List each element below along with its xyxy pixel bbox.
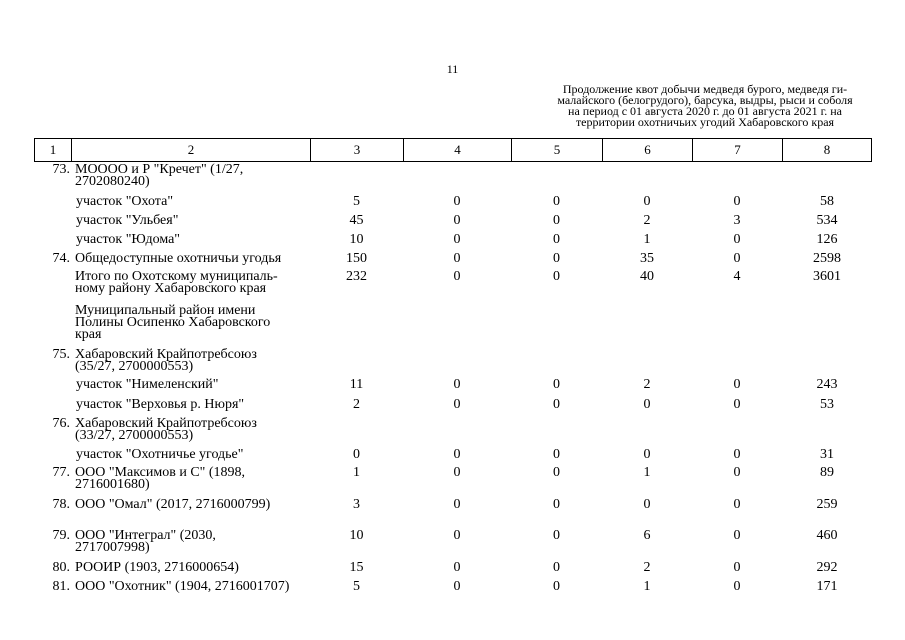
row-name: участок "Юдома"	[76, 232, 181, 247]
cell-col-8: 243	[816, 377, 838, 392]
row-name-line: 2702080240)	[75, 174, 150, 189]
row-name-line: 2717007998)	[75, 540, 150, 555]
row-name-line: Хабаровский Крайпотребсоюз	[75, 347, 257, 362]
caption-line: Продолжение квот добычи медведя бурого, медведя ги-	[562, 82, 848, 96]
row-number: 76.	[52, 416, 70, 431]
row-number: 73.	[52, 162, 70, 177]
cell-col-3: 232	[346, 269, 367, 284]
cell-col-5: 0	[553, 465, 560, 480]
row-name-line: ООО "Максимов и С" (1898,	[75, 465, 246, 480]
cell-col-3: 10	[349, 528, 364, 543]
row-number: 74.	[52, 251, 70, 266]
cell-col-8: 3601	[813, 269, 841, 284]
row-name: участок "Нимеленский"	[76, 377, 219, 392]
row-name-line: (35/27, 2700000553)	[75, 359, 194, 374]
row-name-line: Хабаровский Крайпотребсоюз	[75, 416, 257, 431]
cell-col-6: 0	[643, 397, 651, 412]
cell-col-4: 0	[453, 497, 461, 512]
table-header	[34, 138, 872, 162]
cell-col-3: 2	[353, 397, 360, 412]
cell-col-5: 0	[553, 528, 560, 543]
cell-col-6: 2	[643, 213, 651, 228]
row-name: участок "Верховья р. Нюря"	[76, 397, 245, 412]
row-name-line: ному району Хабаровского края	[75, 281, 267, 296]
cell-col-6: 0	[643, 447, 651, 462]
cell-col-4: 0	[453, 377, 461, 392]
cell-col-8: 2598	[813, 251, 841, 266]
cell-col-8: 292	[816, 560, 838, 575]
row-name	[75, 467, 310, 491]
cell-col-4: 0	[453, 213, 461, 228]
cell-col-5: 0	[553, 251, 560, 266]
cell-col-7: 0	[733, 579, 741, 594]
cell-col-4: 0	[453, 251, 461, 266]
cell-col-3: 5	[353, 194, 360, 209]
row-name-line: края	[75, 327, 102, 342]
row-number: 81.	[52, 579, 70, 594]
header-col-2: 2	[72, 139, 311, 161]
row-name-line: Муниципальный район имени	[75, 303, 256, 318]
cell-col-6: 0	[643, 497, 651, 512]
cell-col-4: 0	[453, 269, 461, 284]
row-name	[75, 164, 310, 188]
row-number: 78.	[52, 497, 70, 512]
row-name-line: МОООО и Р "Кречет" (1/27,	[75, 162, 244, 177]
cell-col-4: 0	[453, 194, 461, 209]
header-col-7: 7	[693, 139, 783, 161]
cell-col-7: 0	[733, 377, 741, 392]
row-name: участок "Охотничье угодье"	[76, 447, 244, 462]
cell-col-6: 1	[643, 579, 651, 594]
cell-col-7: 3	[733, 213, 741, 228]
cell-col-7: 0	[733, 497, 741, 512]
cell-col-5: 0	[553, 497, 560, 512]
cell-col-6: 35	[640, 251, 654, 266]
cell-col-7: 0	[733, 528, 741, 543]
cell-col-7: 0	[733, 465, 741, 480]
row-name-line: ООО "Интеграл" (2030,	[75, 528, 216, 543]
row-number: 80.	[52, 560, 70, 575]
cell-col-7: 4	[733, 269, 741, 284]
cell-col-4: 0	[453, 232, 461, 247]
cell-col-3: 0	[353, 447, 360, 462]
cell-col-4: 0	[453, 397, 461, 412]
cell-col-8: 460	[816, 528, 838, 543]
cell-col-3: 1	[353, 465, 360, 480]
cell-col-5: 0	[553, 377, 560, 392]
cell-col-3: 11	[349, 377, 364, 392]
cell-col-8: 259	[816, 497, 838, 512]
cell-col-4: 0	[453, 447, 461, 462]
cell-col-4: 0	[453, 528, 461, 543]
caption-line: на период с 01 августа 2020 г. до 01 августа 2021 г. на	[568, 104, 842, 118]
row-name-line: Полины Осипенко Хабаровского	[75, 315, 271, 330]
cell-col-6: 0	[643, 194, 651, 209]
header-col-1: 1	[35, 139, 72, 161]
cell-col-7: 0	[733, 560, 741, 575]
header-col-5: 5	[512, 139, 603, 161]
row-name-line: 2716001680)	[75, 477, 150, 492]
cell-col-5: 0	[553, 269, 560, 284]
cell-col-5: 0	[553, 560, 560, 575]
cell-col-6: 2	[643, 377, 651, 392]
cell-col-6: 1	[643, 232, 651, 247]
cell-col-4: 0	[453, 579, 461, 594]
row-name	[75, 305, 310, 341]
header-col-8: 8	[823, 142, 831, 157]
header-col-6: 6	[603, 139, 693, 161]
cell-col-7: 0	[733, 397, 741, 412]
cell-col-4: 0	[453, 560, 461, 575]
cell-col-6: 40	[640, 269, 654, 284]
cell-col-5: 0	[553, 397, 560, 412]
row-number: 75.	[52, 347, 70, 362]
cell-col-3: 3	[353, 497, 360, 512]
row-name	[75, 349, 310, 373]
cell-col-5: 0	[553, 579, 560, 594]
cell-col-7: 0	[733, 232, 741, 247]
cell-col-3: 5	[353, 579, 360, 594]
table-caption	[540, 84, 870, 128]
cell-col-7: 0	[733, 447, 741, 462]
cell-col-5: 0	[553, 213, 560, 228]
row-name: РООИР (1903, 2716000654)	[75, 560, 239, 575]
cell-col-8: 89	[820, 465, 834, 480]
caption-line: территории охотничьих угодий Хабаровского края	[575, 115, 835, 129]
cell-col-4: 0	[453, 465, 461, 480]
cell-col-8: 58	[820, 194, 834, 209]
row-name: ООО "Омал" (2017, 2716000799)	[75, 497, 271, 512]
cell-col-8: 126	[816, 232, 838, 247]
row-name: участок "Ульбея"	[76, 213, 179, 228]
row-name: ООО "Охотник" (1904, 2716001707)	[75, 579, 290, 594]
header-col-3: 3	[311, 139, 404, 161]
cell-col-3: 15	[349, 560, 364, 575]
cell-col-3: 10	[349, 232, 364, 247]
cell-col-5: 0	[553, 194, 560, 209]
row-number: 79.	[52, 528, 70, 543]
caption-line: малайского (белогрудого), барсука, выдры, рыси и соболя	[557, 93, 853, 107]
row-name	[75, 418, 310, 442]
header-col-4: 4	[404, 139, 512, 161]
row-name: Общедоступные охотничьи угодья	[75, 251, 282, 266]
cell-col-5: 0	[553, 232, 560, 247]
row-name	[75, 530, 310, 554]
cell-col-8: 31	[820, 447, 834, 462]
cell-col-3: 150	[346, 251, 367, 266]
cell-col-6: 6	[643, 528, 651, 543]
page-number: 11	[446, 62, 459, 76]
cell-col-3: 45	[349, 213, 364, 228]
cell-col-8: 534	[816, 213, 838, 228]
row-name-line: (33/27, 2700000553)	[75, 428, 194, 443]
cell-col-8: 171	[816, 579, 838, 594]
row-name: участок "Охота"	[76, 194, 174, 209]
row-name-line: Итого по Охотскому муниципаль-	[75, 269, 278, 284]
row-number: 77.	[52, 465, 70, 480]
cell-col-7: 0	[733, 194, 741, 209]
cell-col-6: 1	[643, 465, 651, 480]
cell-col-6: 2	[643, 560, 651, 575]
cell-col-8: 53	[820, 397, 834, 412]
cell-col-7: 0	[733, 251, 741, 266]
cell-col-5: 0	[553, 447, 560, 462]
row-name	[75, 271, 310, 295]
